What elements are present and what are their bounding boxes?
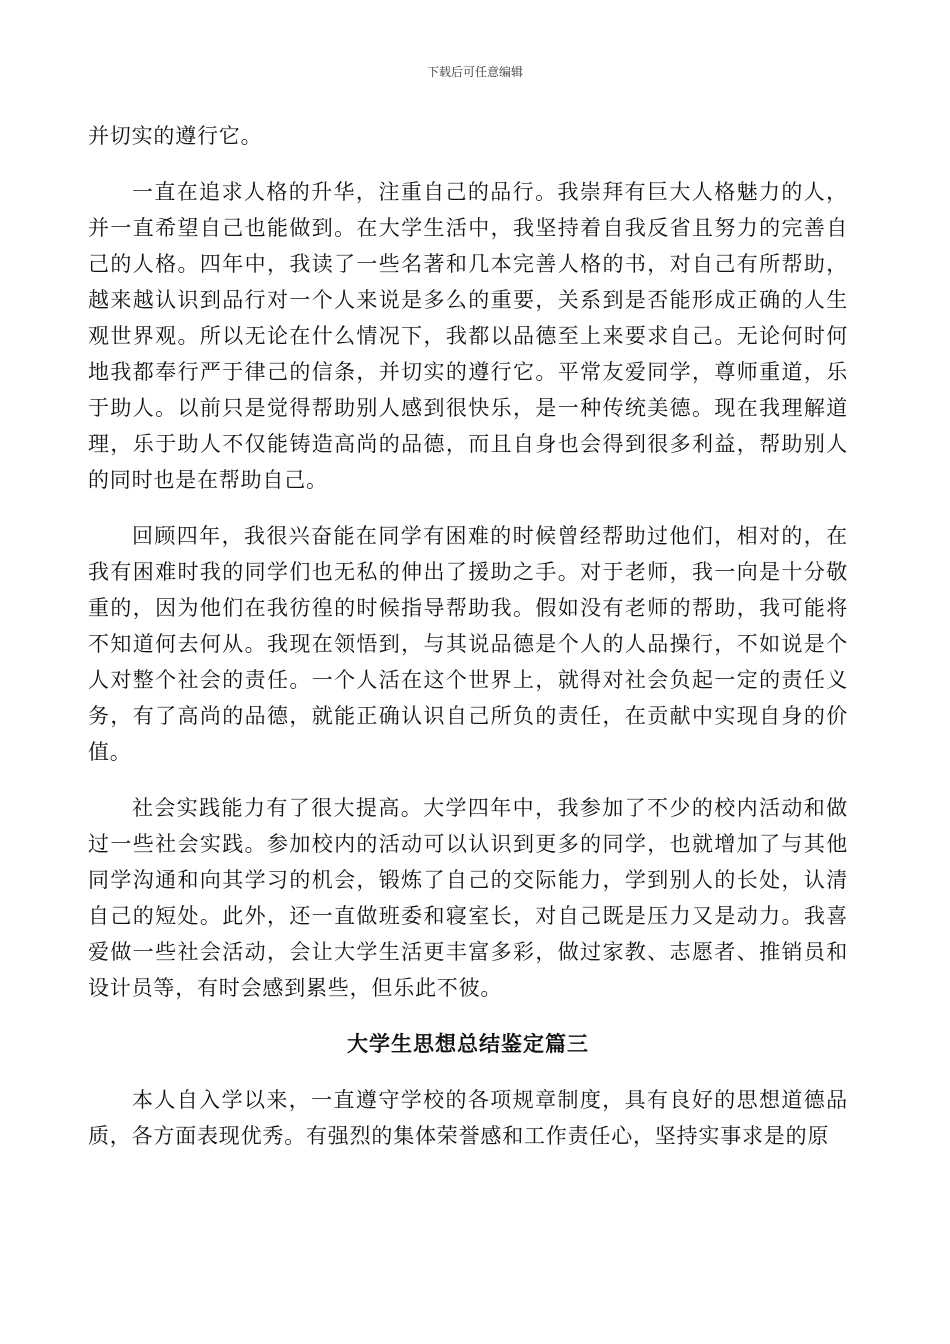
paragraph-review: 回顾四年，我很兴奋能在同学有困难的时候曾经帮助过他们，相对的，在我有困难时我的同学们也无私的伸出了援助之手。对于老师，我一向是十分敬重的，因为他们在我彷徨的时候指导帮助我。假如没有老师的帮助，我可能将不知道何去何从。我现在领悟到，与其说品德是个人的人品操行，不如说是个人对整个社会的责任。一个人活在这个世界上，就得对社会负起一定的责任义务，有了高尚的品德，就能正确认识自己所负的责任，在贡献中实现自身的价值。 bbox=[88, 524, 848, 764]
paragraph-character: 一直在追求人格的升华，注重自己的品行。我崇拜有巨大人格魅力的人，并一直希望自己也能做到。在大学生活中，我坚持着自我反省且努力的完善自己的人格。四年中，我读了一些名著和几本完善人格的书，对自己有所帮助，越来越认识到品行对一个人来说是多么的重要，关系到是否能形成正确的人生观世界观。所以无论在什么情况下，我都以品德至上来要求自己。无论何时何地我都奉行严于律己的信条，并切实的遵行它。平常友爱同学，尊师重道，乐于助人。以前只是觉得帮助别人感到很快乐，是一种传统美德。现在我理解道理，乐于助人不仅能铸造高尚的品德，而且自身也会得到很多利益，帮助别人的同时也是在帮助自己。 bbox=[88, 180, 848, 492]
paragraph-gap bbox=[88, 498, 848, 518]
paragraph-gap bbox=[88, 1006, 848, 1026]
paragraph-gap bbox=[88, 770, 848, 790]
page-header-note: 下载后可任意编辑 bbox=[426, 65, 523, 79]
paragraph-social-practice: 社会实践能力有了很大提高。大学四年中，我参加了不少的校内活动和做过一些社会实践。参加校内的活动可以认识到更多的同学，也就增加了与其他同学沟通和向其学习的机会，锻炼了自己的交际能力，学到别人的长处，认清自己的短处。此外，还一直做班委和寝室长，对自己既是压力又是动力。我喜爱做一些社会活动，会让大学生活更丰富多彩，做过家教、志愿者、推销员和设计员等，有时会感到累些，但乐此不彼。 bbox=[88, 796, 848, 1000]
section-title: 大学生思想总结鉴定篇三 bbox=[347, 1031, 589, 1056]
document-body bbox=[88, 118, 848, 1154]
paragraph-continuation: 并切实的遵行它。 bbox=[88, 124, 263, 148]
paragraph-gap bbox=[88, 154, 848, 174]
paragraph-gap bbox=[88, 1062, 848, 1082]
paragraph-section-three-intro: 本人自入学以来，一直遵守学校的各项规章制度，具有良好的思想道德品质，各方面表现优秀。有强烈的集体荣誉感和工作责任心，坚持实事求是的原 bbox=[88, 1088, 848, 1148]
